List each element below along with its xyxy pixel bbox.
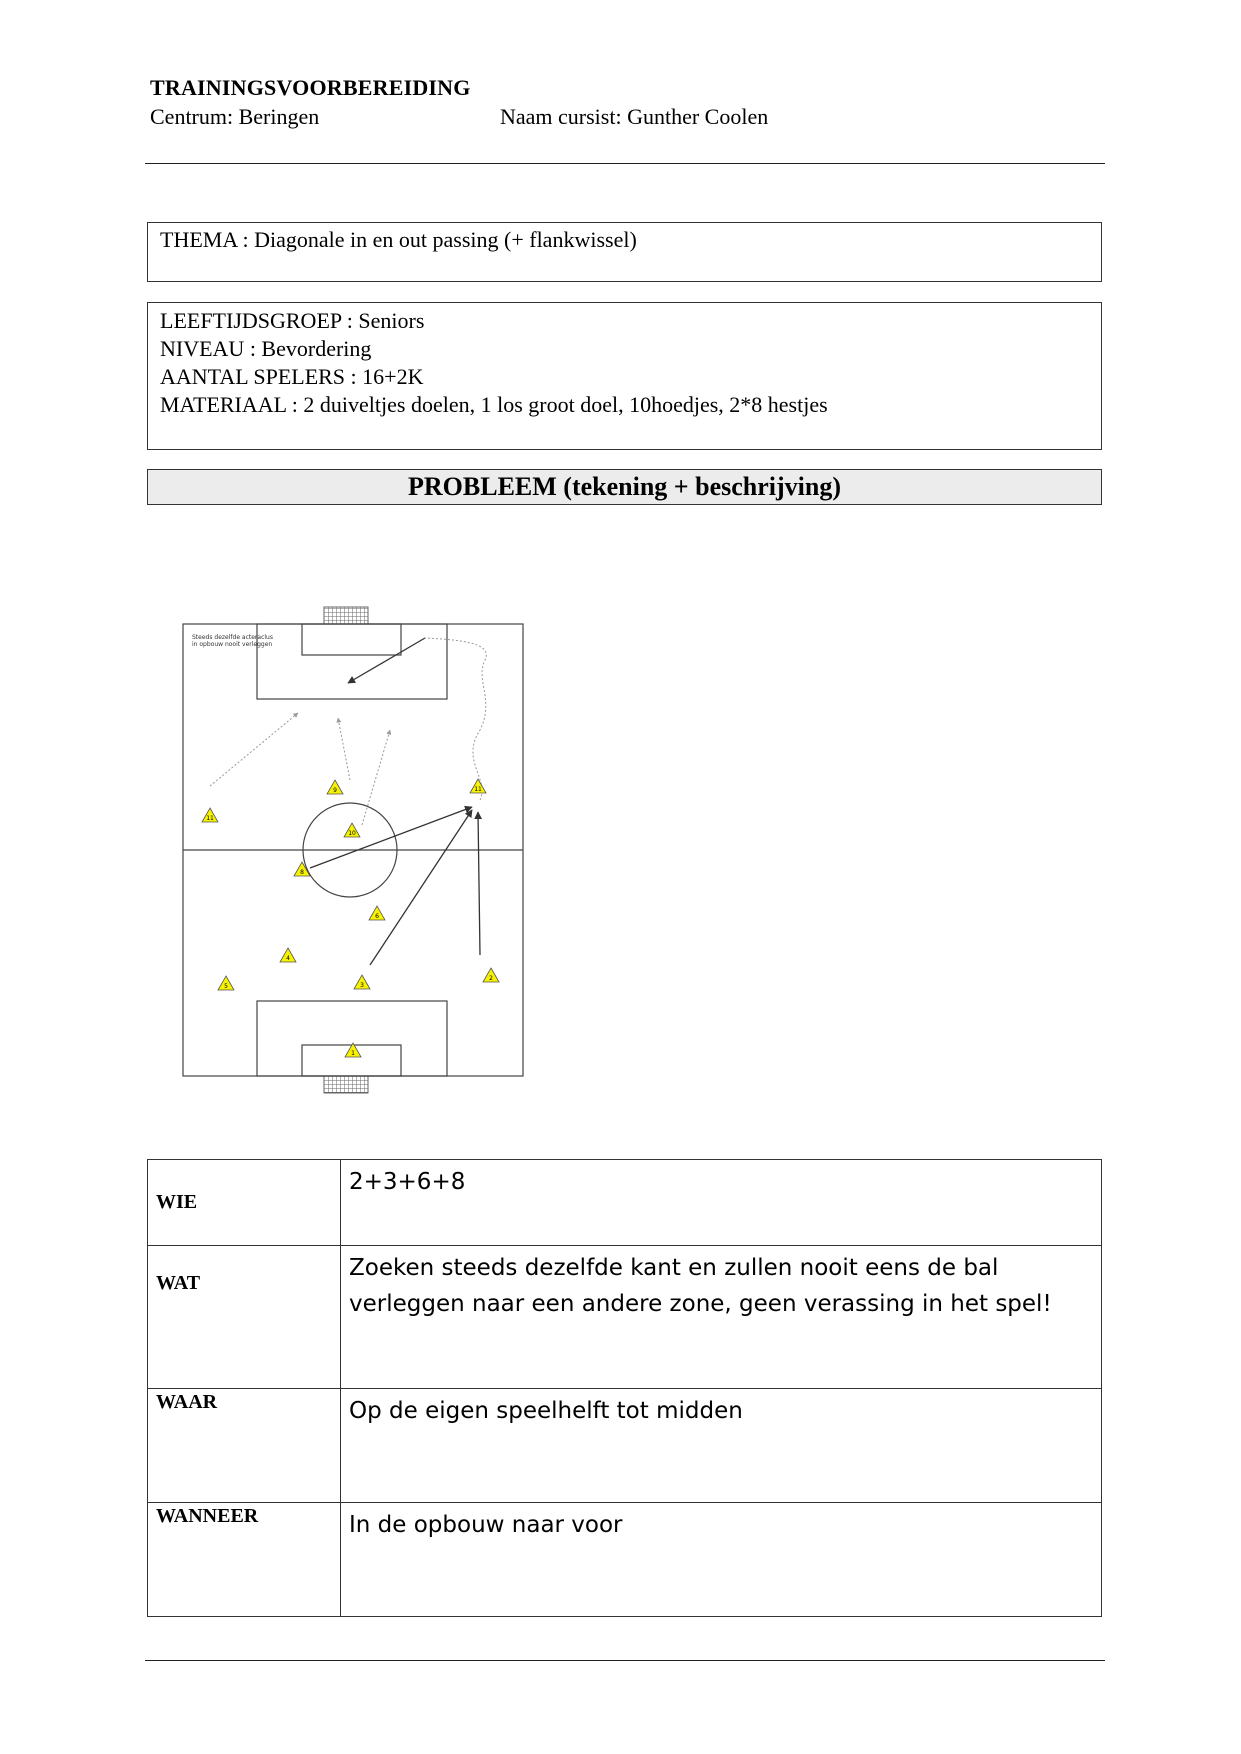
- waar-label: WAAR: [148, 1389, 341, 1503]
- svg-text:11: 11: [474, 786, 482, 793]
- top-goal-area: [302, 624, 401, 655]
- player-marker: [218, 976, 234, 990]
- player-marker: [470, 779, 486, 793]
- table-row-wanneer: [148, 1503, 1102, 1617]
- top-goal: [324, 607, 368, 624]
- diagram-note-line1: Steeds dezelfde acteraclus: [192, 634, 273, 641]
- aantal-spelers-text: AANTAL SPELERS : 16+2K: [160, 364, 424, 389]
- thema-text: THEMA : Diagonale in en out passing (+ flankwissel): [160, 227, 637, 252]
- header-divider: [145, 163, 1105, 164]
- document-title: TRAININGSVOORBEREIDING: [150, 75, 471, 100]
- diagram-note-line2: in opbouw nooit verleggen: [192, 641, 273, 648]
- naam-cursist-label: Naam cursist: Gunther Coolen: [500, 104, 769, 129]
- waar-value: Op de eigen speelhelft tot midden: [341, 1389, 1102, 1503]
- wat-line-1: Zoeken steeds dezelfde kant en zullen nooit eens de bal: [349, 1255, 999, 1281]
- thema-box: [147, 222, 1102, 282]
- materiaal-text: MATERIAAL : 2 duiveltjes doelen, 1 los groot doel, 10hoedjes, 2*8 hestjes: [160, 392, 828, 417]
- niveau-text: NIVEAU : Bevordering: [160, 336, 372, 361]
- svg-text:9: 9: [333, 787, 337, 794]
- wanneer-value: In de opbouw naar voor: [341, 1503, 1102, 1617]
- wie-value: 2+3+6+8: [341, 1160, 1102, 1246]
- probleem-heading: PROBLEEM (tekening + beschrijving): [147, 469, 1102, 505]
- wat-label: WAT: [148, 1246, 341, 1389]
- wie-label: WIE: [148, 1160, 341, 1246]
- svg-text:5: 5: [224, 983, 228, 990]
- svg-text:11: 11: [206, 815, 214, 822]
- wat-value: [341, 1246, 1102, 1389]
- pass-arrow-2: [478, 812, 480, 955]
- svg-text:8: 8: [300, 869, 304, 876]
- player-marker: [354, 975, 370, 989]
- pass-arrow-3: [370, 810, 472, 965]
- centrum-label: Centrum: Beringen: [150, 104, 320, 129]
- svg-text:4: 4: [286, 955, 290, 962]
- problem-table: [147, 1159, 1102, 1617]
- table-row-waar: [148, 1389, 1102, 1503]
- player-marker: [483, 968, 499, 982]
- table-row-wie: [148, 1160, 1102, 1246]
- svg-text:1: 1: [351, 1050, 355, 1057]
- player-marker: [202, 808, 218, 822]
- top-penalty-area: [257, 624, 447, 699]
- footer-divider: [145, 1660, 1105, 1661]
- table-row-wat: [148, 1246, 1102, 1389]
- svg-text:10: 10: [348, 830, 356, 837]
- bottom-penalty-area: [257, 1001, 447, 1076]
- player-marker: [344, 823, 360, 837]
- cross-arrow: [348, 638, 425, 683]
- leeftijdsgroep-text: LEEFTIJDSGROEP : Seniors: [160, 308, 425, 333]
- bottom-goal: [324, 1076, 368, 1093]
- svg-text:3: 3: [360, 982, 364, 989]
- player-marker: [369, 906, 385, 920]
- run-arrow-11-left: [210, 713, 298, 786]
- svg-text:2: 2: [489, 975, 493, 982]
- run-arrow-9: [338, 718, 350, 780]
- dribble-path-11-right: [425, 638, 486, 800]
- field-diagram: [180, 600, 530, 1100]
- player-marker: [280, 948, 296, 962]
- pass-arrow-8: [310, 807, 472, 868]
- svg-text:6: 6: [375, 913, 379, 920]
- wanneer-label: WANNEER: [148, 1503, 341, 1617]
- info-box: [147, 302, 1102, 450]
- player-marker: [327, 780, 343, 794]
- wat-line-2: verleggen naar een andere zone, geen verassing in het spel!: [349, 1291, 1052, 1317]
